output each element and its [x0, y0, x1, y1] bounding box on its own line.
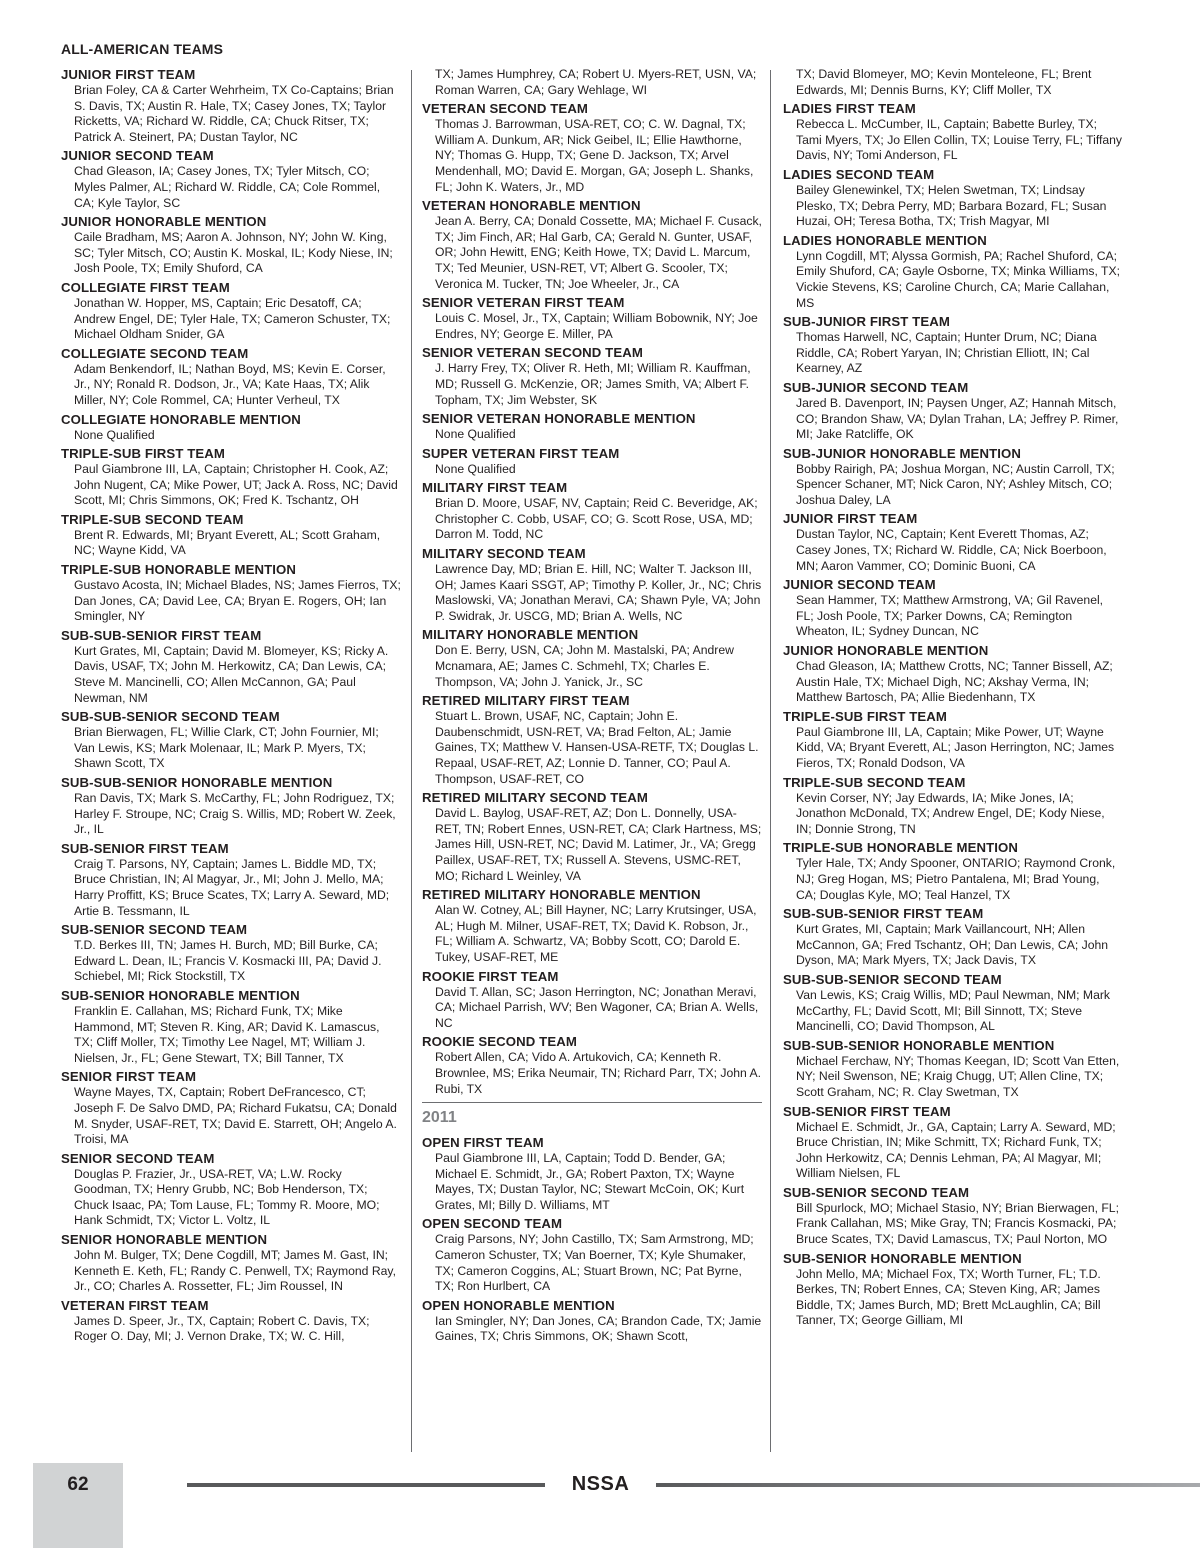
team-members: Kurt Grates, MI, Captain; Mark Vaillancourt, NH; Allen McCannon, GA; Fred Tschantz, OH; Dan Lewis, CA; John Dyson, MA; Mark Myers, TX; Jack Davis, TX: [796, 922, 1109, 968]
team-section: [61, 1232, 401, 1295]
team-heading: SENIOR VETERAN HONORABLE MENTION: [422, 411, 696, 427]
team-section: [61, 67, 401, 145]
team-heading: MILITARY HONORABLE MENTION: [422, 627, 639, 643]
team-members: Franklin E. Callahan, MS; Richard Funk, TX; Mike Hammond, MT; Steven R. King, AR; David K. Lamascus, TX; Cliff Moller, TX; Timothy Lee Nagel, MT; William J. Nielsen, Jr., FL; Gene Stewart, TX; Bill Tanner, TX: [74, 1003, 380, 1065]
team-members: Thomas J. Barrowman, USA-RET, CO; C. W. Dagnal, TX; William A. Dunkum, AR; Nick Geibel, IL; Ellie Hawthorne, NY; Thomas G. Hupp, TX; Gene D. Jackson, TX; Arvel Mendenhall, MO; David E. Morgan, GA; Joseph L. Shanks, FL; John K. Waters, Jr., MD: [435, 117, 754, 194]
team-section: [61, 628, 401, 706]
column-1: [61, 67, 401, 1348]
team-heading: TRIPLE-SUB HONORABLE MENTION: [783, 840, 1019, 856]
team-section: [61, 1069, 401, 1147]
team-heading: SUB-SUB-SENIOR HONORABLE MENTION: [61, 775, 333, 790]
footer-org-name: NSSA: [571, 1473, 630, 1495]
team-members: Brian Bierwagen, FL; Willie Clark, CT; John Fournier, MI; Van Lewis, KS; Mark Molenaar, IL; Mark P. Myers, TX; Shawn Scott, TX: [74, 725, 379, 771]
team-heading: COLLEGIATE SECOND TEAM: [61, 345, 249, 361]
team-section: [422, 67, 762, 98]
team-heading: SUB-JUNIOR FIRST TEAM: [783, 314, 950, 330]
team-section: [61, 922, 401, 985]
team-heading: SUB-SENIOR FIRST TEAM: [61, 840, 229, 856]
team-section: [783, 840, 1123, 903]
team-section: [783, 1185, 1123, 1248]
team-section: [783, 446, 1123, 509]
column-2: [422, 67, 762, 1348]
team-members: James D. Speer, Jr., TX, Captain; Robert C. Davis, TX; Roger O. Day, MI; J. Vernon Drake, TX; W. C. Hill,: [74, 1313, 370, 1344]
team-members: Lynn Cogdill, MT; Alyssa Gormish, PA; Rachel Shuford, CA; Emily Shuford, CA; Gayle Osborne, TX; Minka Williams, TX; Vickie Stevens, KS; Caroline Church, CA; Marie Callahan, MS: [796, 248, 1120, 310]
team-heading: SUB-SENIOR HONORABLE MENTION: [783, 1250, 1022, 1266]
team-section: [422, 446, 762, 478]
team-section: [783, 1104, 1123, 1182]
team-members: Ian Smingler, NY; Dan Jones, CA; Brandon Cade, TX; Jamie Gaines, TX; Chris Simmons, OK; Shawn Scott,: [435, 1313, 762, 1344]
team-heading: TRIPLE-SUB SECOND TEAM: [61, 511, 244, 527]
team-members: David L. Baylog, USAF-RET, AZ; Don L. Donnelly, USA-RET, TN; Robert Ennes, USN-RET, CA; Clark Hartness, MS; James Hill, USN-RET, NC; David M. Latimer, Jr., VA; Gregg Paillex, USAF-RET, TX; Russell A. Stevens, USMC-RET, MO; Richard L Weinley, VA: [435, 806, 762, 883]
team-section: [783, 906, 1123, 969]
team-section: [422, 1216, 762, 1294]
team-section: [422, 198, 762, 292]
team-members: Caile Bradham, MS; Aaron A. Johnson, NY; John W. King, SC; Tyler Mitsch, CO; Austin K. Moskal, IL; Kody Niese, IN; Josh Poole, TX; Emily Shuford, CA: [74, 230, 393, 276]
team-section: [422, 1034, 762, 1097]
team-section: [61, 148, 401, 211]
team-section: [422, 480, 762, 543]
team-members: Louis C. Mosel, Jr., TX, Captain; William Bobownik, NY; Joe Endres, NY; George E. Miller, PA: [435, 311, 758, 341]
footer-rule-right: [656, 1483, 1200, 1487]
team-heading: SUB-SUB-SENIOR FIRST TEAM: [783, 906, 984, 922]
team-section: [422, 969, 762, 1032]
page-title: ALL-AMERICAN TEAMS: [61, 41, 224, 57]
team-section: [783, 1251, 1123, 1329]
team-heading: OPEN SECOND TEAM: [422, 1216, 563, 1232]
team-members: Tyler Hale, TX; Andy Spooner, ONTARIO; Raymond Cronk, NJ; Greg Hogan, MS; Pietro Pantalena, MI; Brad Young, CA; Douglas Kyle, MO; Teal Hanzel, TX: [796, 856, 1116, 902]
team-heading: TRIPLE-SUB SECOND TEAM: [783, 774, 966, 790]
team-heading: MILITARY FIRST TEAM: [422, 480, 568, 496]
team-section: [422, 546, 762, 624]
team-heading: LADIES HONORABLE MENTION: [783, 232, 987, 248]
column-divider: [770, 70, 771, 1452]
team-section: [61, 346, 401, 409]
team-heading: SUPER VETERAN FIRST TEAM: [422, 445, 620, 461]
footer-rule-left: [187, 1483, 545, 1487]
team-heading: LADIES FIRST TEAM: [783, 101, 916, 117]
team-heading: SENIOR HONORABLE MENTION: [61, 1232, 268, 1248]
team-section: [783, 1038, 1123, 1101]
team-members: Michael Ferchaw, NY; Thomas Keegan, ID; Scott Van Etten, NY; Neil Swenson, NE; Kraig Chugg, UT; Allen Cline, TX; Scott Graham, NC; R. Clay Swetman, TX: [796, 1053, 1120, 1099]
team-section: [61, 841, 401, 919]
team-section: [61, 446, 401, 509]
team-members: TX; David Blomeyer, MO; Kevin Monteleone, FL; Brent Edwards, MI; Dennis Burns, KY; Cliff Moller, TX: [796, 67, 1092, 97]
team-heading: VETERAN FIRST TEAM: [61, 1297, 209, 1313]
team-members: Thomas Harwell, NC, Captain; Hunter Drum, NC; Diana Riddle, CA; Robert Yaryan, IN; Christian Elliott, IN; Cal Kearney, AZ: [796, 330, 1097, 376]
team-heading: SENIOR VETERAN SECOND TEAM: [422, 345, 643, 361]
team-members: Jonathan W. Hopper, MS, Captain; Eric Desatoff, CA; Andrew Engel, DE; Tyler Hale, TX; Cameron Schuster, TX; Michael Oldham Snider, GA: [74, 295, 391, 342]
team-section: [783, 511, 1123, 574]
team-members: Michael E. Schmidt, Jr., GA, Captain; Larry A. Seward, MD; Bruce Christian, IN; Mike Schmitt, TX; Richard Funk, TX; John Herkowitz, CA; Dennis Lehman, PA; Al Magyar, MI; William Nielsen, FL: [796, 1119, 1116, 1181]
team-section: [422, 1135, 762, 1213]
team-heading: JUNIOR FIRST TEAM: [61, 67, 196, 82]
team-heading: ROOKIE SECOND TEAM: [422, 1034, 577, 1050]
team-section: [422, 101, 762, 195]
team-members: Paul Giambrone III, LA, Captain; Christopher H. Cook, AZ; John Nugent, CA; Mike Power, UT; Jack A. Ross, NC; David Scott, MI; Chris Simmons, OK; Fred K. Tschantz, OH: [74, 462, 398, 508]
team-section: [422, 627, 762, 690]
team-heading: OPEN HONORABLE MENTION: [422, 1297, 615, 1313]
team-members: None Qualified: [435, 461, 516, 476]
team-members: David T. Allan, SC; Jason Herrington, NC; Jonathan Meravi, CA; Michael Parrish, WV; Ben Wagoner, CA; Brian A. Wells, NC: [435, 984, 759, 1030]
team-heading: VETERAN SECOND TEAM: [422, 101, 589, 117]
team-section: [783, 577, 1123, 640]
page-number: 62: [67, 1474, 89, 1495]
team-section: [783, 67, 1123, 98]
team-section: [61, 214, 401, 277]
team-heading: SENIOR FIRST TEAM: [61, 1069, 197, 1085]
team-section: [422, 295, 762, 342]
team-heading: SUB-SENIOR FIRST TEAM: [783, 1103, 951, 1119]
team-heading: SENIOR VETERAN FIRST TEAM: [422, 295, 625, 311]
team-section: [783, 972, 1123, 1035]
team-members: Van Lewis, KS; Craig Willis, MD; Paul Newman, NM; Mark McCarthy, FL; David Scott, MI; Bill Sinnott, TX; Steve Mancinelli, CO; David Thompson, AL: [796, 987, 1111, 1034]
team-members: Sean Hammer, TX; Matthew Armstrong, VA; Gil Ravenel, FL; Josh Poole, TX; Parker Downs, CA; Remington Wheaton, IL; Sydney Duncan, NC: [796, 593, 1104, 639]
team-members: T.D. Berkes III, TN; James H. Burch, MD; Bill Burke, CA; Edward L. Dean, IL; Francis V. Kosmacki III, PA; David J. Schiebel, MI; Rick Stockstill, TX: [74, 938, 382, 984]
team-members: John M. Bulger, TX; Dene Cogdill, MT; James M. Gast, IN; Kenneth E. Keth, FL; Randy C. Penwell, TX; Raymond Ray, Jr., CO; Charles A. Rossetter, FL; Jim Roussel, IN: [74, 1248, 396, 1294]
team-heading: COLLEGIATE HONORABLE MENTION: [61, 411, 301, 427]
team-heading: RETIRED MILITARY FIRST TEAM: [422, 693, 630, 709]
team-section: [783, 380, 1123, 443]
team-heading: SUB-SENIOR HONORABLE MENTION: [61, 987, 300, 1003]
team-members: TX; James Humphrey, CA; Robert U. Myers-RET, USN, VA; Roman Warren, CA; Gary Wehlage, WI: [435, 67, 757, 97]
team-members: Gustavo Acosta, IN; Michael Blades, NS; James Fierros, TX; Dan Jones, CA; David Lee, CA; Bryan E. Rogers, OH; Ian Smingler, NY: [74, 578, 401, 624]
team-section: [422, 1298, 762, 1345]
team-members: Lawrence Day, MD; Brian E. Hill, NC; Walter T. Jackson III, OH; James Kaari SSGT, AP; Timothy P. Koller, Jr., NC; Chris Maslowski, VA; Jonathan Meravi, CA; Shawn Pyle, VA; John P. Swidrak, Jr. USCG, MD; Brian A. Wells, NC: [435, 562, 762, 623]
team-members: Douglas P. Frazier, Jr., USA-RET, VA; L.W. Rocky Goodman, TX; Henry Grubb, NC; Bob Henderson, TX; Chuck Isaac, PA; Tom Lause, FL; Tommy R. Moore, MO; Hank Schmidt, TX; Victor L. Voltz, IL: [74, 1166, 380, 1228]
team-members: None Qualified: [435, 427, 516, 442]
team-members: Chad Gleason, IA; Matthew Crotts, NC; Tanner Bissell, AZ; Austin Hale, TX; Michael Digh, NC; Akshay Verma, IN; Matthew Bartosch, PA; Allie Biedenhann, TX: [796, 659, 1113, 705]
team-section: [61, 775, 401, 838]
team-heading: TRIPLE-SUB FIRST TEAM: [783, 708, 948, 724]
team-heading: TRIPLE-SUB FIRST TEAM: [61, 446, 226, 462]
team-members: Bailey Glenewinkel, TX; Helen Swetman, TX; Lindsay Plesko, TX; Debra Perry, MD; Barbara Bozard, FL; Susan Huzai, OH; Teresa Botha, TX; Trish Magyar, MI: [796, 182, 1107, 229]
team-heading: SUB-SUB-SENIOR FIRST TEAM: [61, 627, 262, 643]
team-members: Brian Foley, CA & Carter Wehrheim, TX Co-Captains; Brian S. Davis, TX; Austin R. Hale, TX; Casey Jones, TX; Taylor Ricketts, VA; Richard W. Riddle, CA; Chuck Ritser, TX; Patrick A. Steinert, PA; Dustan Taylor, NC: [74, 83, 394, 144]
team-members: Jean A. Berry, CA; Donald Cossette, MA; Michael F. Cusack, TX; Jim Finch, AR; Hal Garb, CA; Gerald N. Gunter, USAF, OR; John Hewitt, ENG; Keith Howe, TX; David L. Marcum, TX; Ted Meunier, USN-RET, VT; Albert G. Scooler, TX; Veronica M. Tucker, TN; Joe Wheeler, Jr., CA: [435, 214, 762, 291]
team-members: Kevin Corser, NY; Jay Edwards, IA; Mike Jones, IA; Jonathon McDonald, TX; Andrew Engel, DE; Kody Niese, IN; Donnie Strong, TN: [796, 790, 1105, 836]
team-section: [61, 709, 401, 772]
team-members: Stuart L. Brown, USAF, NC, Captain; John E. Daubenschmidt, USN-RET, VA; Brad Felton, AL; Jamie Gaines, TX; Matthew V. Hansen-USA-RETF, TX; Douglas L. Repaal, USAF-RET, AZ; Lonnie D. Tanner, CO; Paul A. Thompson, USAF-RET, CO: [435, 709, 759, 786]
team-section: [783, 167, 1123, 230]
team-members: Kurt Grates, MI, Captain; David M. Blomeyer, KS; Ricky A. Davis, USAF, TX; John M. Herkowitz, CA; Dan Lewis, CA; Steve M. Mancinelli, CO; Allen McCannon, GA; Paul Newman, NM: [74, 643, 389, 705]
team-members: Craig T. Parsons, NY, Captain; James L. Biddle MD, TX; Bruce Christian, IN; Al Magyar, Jr., MI; John J. Mello, MA; Harry Proffitt, KS; Bruce Scates, TX; Larry A. Seward, MD; Artie B. Tessmann, IL: [74, 856, 390, 918]
team-members: Brent R. Edwards, MI; Bryant Everett, AL; Scott Graham, NC; Wayne Kidd, VA: [74, 527, 381, 558]
column-divider: [411, 70, 412, 1452]
team-members: Paul Giambrone III, LA, Captain; Todd D. Bender, GA; Michael E. Schmidt, Jr., GA; Robert Paxton, TX; Wayne Mayes, TX; Dustan Taylor, NC; Stewart McCoin, OK; Kurt Grates, MI; Billy D. Williams, MT: [435, 1151, 745, 1212]
team-heading: SUB-JUNIOR HONORABLE MENTION: [783, 445, 1021, 461]
team-members: John Mello, MA; Michael Fox, TX; Worth Turner, FL; T.D. Berkes, TN; Robert Ennes, CA; Steven King, AR; James Biddle, TX; James Burch, MD; Brett McLaughlin, CA; Bill Tanner, TX; George Gilliam, MI: [796, 1266, 1101, 1328]
team-heading: ROOKIE FIRST TEAM: [422, 968, 559, 984]
team-section: [61, 280, 401, 343]
team-heading: JUNIOR SECOND TEAM: [61, 148, 214, 164]
team-members: Jared B. Davenport, IN; Paysen Unger, AZ; Hannah Mitsch, CO; Brandon Shaw, VA; Dylan Trahan, LA; Jeffrey P. Rimer, MI; Jake Ratcliffe, OK: [796, 395, 1119, 442]
team-section: [783, 101, 1123, 164]
team-heading: OPEN FIRST TEAM: [422, 1135, 544, 1151]
team-members: Bobby Rairigh, PA; Joshua Morgan, NC; Austin Carroll, TX; Spencer Schaner, MT; Nick Caron, NY; Ashley Mitsch, CO; Joshua Daley, LA: [796, 461, 1115, 507]
team-section: [61, 988, 401, 1066]
team-heading: SUB-SENIOR SECOND TEAM: [61, 922, 248, 938]
team-heading: SUB-SENIOR SECOND TEAM: [783, 1184, 970, 1200]
team-section: [783, 775, 1123, 838]
team-heading: SENIOR SECOND TEAM: [61, 1150, 215, 1166]
team-heading: JUNIOR SECOND TEAM: [783, 577, 936, 593]
column-3: [783, 67, 1123, 1332]
team-heading: RETIRED MILITARY HONORABLE MENTION: [422, 887, 701, 903]
team-members: Adam Benkendorf, IL; Nathan Boyd, MS; Kevin E. Corser, Jr., NY; Ronald R. Dodson, Jr., VA; Kate Haas, TX; Alik Miller, NY; Cole Rommel, CA; Hunter Verheul, TX: [74, 361, 386, 407]
team-section: [422, 790, 762, 884]
team-section: [783, 233, 1123, 311]
team-members: Ran Davis, TX; Mark S. McCarthy, FL; John Rodriguez, TX; Harley F. Stroupe, NC; Craig S. Willis, MD; Robert W. Zeek, Jr., IL: [74, 791, 396, 837]
team-heading: COLLEGIATE FIRST TEAM: [61, 279, 230, 295]
team-section: [422, 411, 762, 443]
team-section: [783, 643, 1123, 706]
team-heading: SUB-SUB-SENIOR HONORABLE MENTION: [783, 1037, 1055, 1053]
team-members: Alan W. Cotney, AL; Bill Hayner, NC; Larry Krutsinger, USA, AL; Hugh M. Milner, USAF-RET, TX; David K. Robson, Jr., FL; William A. Schwartz, VA; Bobby Scott, CO; Darold E. Tukey, USAF-RET, ME: [435, 903, 757, 964]
team-heading: SUB-JUNIOR SECOND TEAM: [783, 379, 969, 395]
team-members: None Qualified: [74, 427, 155, 442]
team-members: Paul Giambrone III, LA, Captain; Mike Power, UT; Wayne Kidd, VA; Bryant Everett, AL; Jason Herrington, NC; James Fieros, TX; Ronald Dodson, VA: [796, 724, 1115, 770]
team-heading: TRIPLE-SUB HONORABLE MENTION: [61, 562, 297, 578]
team-section: [783, 709, 1123, 772]
team-heading: JUNIOR FIRST TEAM: [783, 511, 918, 527]
team-section: [61, 1151, 401, 1229]
team-members: Chad Gleason, IA; Casey Jones, TX; Tyler Mitsch, CO; Myles Palmer, AL; Richard W. Riddle, CA; Cole Rommel, CA; Kyle Taylor, SC: [74, 164, 381, 210]
page-number-box: [33, 1463, 123, 1548]
team-section: [61, 562, 401, 625]
team-heading: JUNIOR HONORABLE MENTION: [783, 643, 989, 659]
team-members: Don E. Berry, USN, CA; John M. Mastalski, PA; Andrew Mcnamara, AE; James C. Schmehl, TX; Charles E. Thompson, VA; John J. Yanick, Jr., SC: [435, 643, 734, 689]
team-members: J. Harry Frey, TX; Oliver R. Heth, MI; William R. Kauffman, MD; Russell G. McKenzie, OR; James Smith, VA; Albert F. Topham, TX; Jim Webster, SK: [435, 361, 751, 407]
team-members: Robert Allen, CA; Vido A. Artukovich, CA; Kenneth R. Brownlee, MS; Erika Neumair, TN; Richard Parr, TX; John A. Rubi, TX: [435, 1050, 762, 1096]
year-divider: [422, 1102, 762, 1103]
team-section: [783, 314, 1123, 377]
team-section: [61, 1298, 401, 1345]
team-members: Rebecca L. McCumber, IL, Captain; Babette Burley, TX; Tami Myers, TX; Jo Ellen Collin, TX; Louise Terry, FL; Tiffany Davis, NY; Tomi Anderson, FL: [796, 117, 1123, 163]
team-section: [422, 693, 762, 787]
team-section: [422, 887, 762, 965]
team-heading: RETIRED MILITARY SECOND TEAM: [422, 790, 649, 806]
team-heading: SUB-SUB-SENIOR SECOND TEAM: [61, 709, 280, 725]
team-heading: LADIES SECOND TEAM: [783, 166, 935, 182]
team-heading: SUB-SUB-SENIOR SECOND TEAM: [783, 971, 1002, 987]
team-members: Dustan Taylor, NC, Captain; Kent Everett Thomas, AZ; Casey Jones, TX; Richard W. Riddle, CA; Nick Boerboon, MN; Aaron Vammer, CO; Dominic Buoni, CA: [796, 527, 1107, 573]
team-heading: JUNIOR HONORABLE MENTION: [61, 214, 267, 230]
team-members: Wayne Mayes, TX, Captain; Robert DeFrancesco, CT; Joseph F. De Salvo DMD, PA; Richard Fukatsu, CA; Donald M. Snyder, USAF-RET, TX; David E. Starrett, OH; Angelo A. Troisi, MA: [74, 1085, 397, 1147]
team-section: [61, 412, 401, 444]
team-members: Brian D. Moore, USAF, NV, Captain; Reid C. Beveridge, AK; Christopher C. Cobb, USAF, CO; G. Scott Rose, USA, MD; Darron M. Todd, NC: [435, 496, 758, 542]
team-heading: VETERAN HONORABLE MENTION: [422, 198, 641, 214]
team-section: [61, 512, 401, 559]
year-heading: 2011: [422, 1109, 457, 1127]
team-members: Bill Spurlock, MO; Michael Stasio, NY; Brian Bierwagen, FL; Frank Callahan, MS; Mike Gray, TN; Francis Kosmacki, PA; Bruce Scates, TX; David Lamascus, TX; Paul Norton, MO: [796, 1200, 1119, 1247]
team-heading: MILITARY SECOND TEAM: [422, 546, 586, 562]
team-members: Craig Parsons, NY; John Castillo, TX; Sam Armstrong, MD; Cameron Schuster, TX; Van Boerner, TX; Kyle Shumaker, TX; Cameron Coggins, AL; Stuart Brown, NC; Pat Byrne, TX; Ron Hurlbert, CA: [435, 1232, 754, 1294]
team-section: [422, 345, 762, 408]
